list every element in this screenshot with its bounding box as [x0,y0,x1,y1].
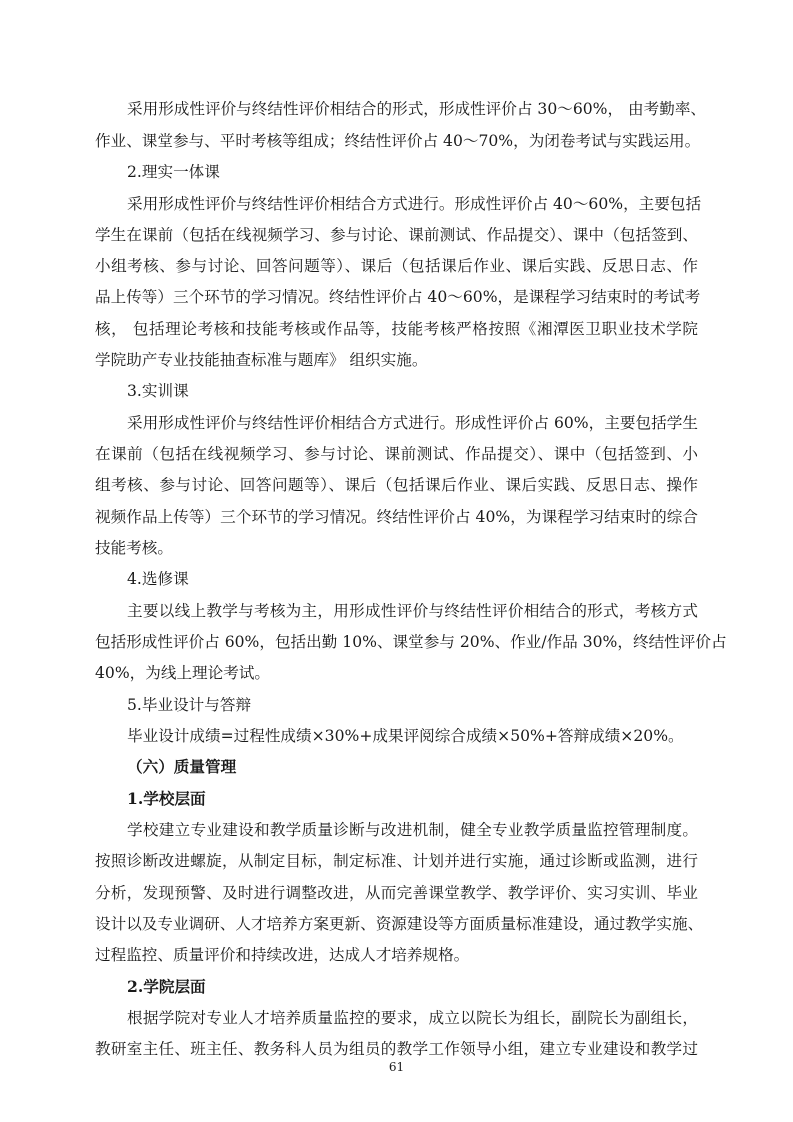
paragraph-line: 毕业设计成绩=过程性成绩×30%+成果评阅综合成绩×50%+答辩成绩×20%。 [127,727,684,745]
paragraph-line: 教研室主任、班主任、教务科人员为组员的教学工作领导小组，建立专业建设和教学过 [95,1040,698,1058]
paragraph-line: 过程监控、质量评价和持续改进，达成人才培养规格。 [95,946,470,964]
section-heading-elective: 4.选修课 [127,570,189,588]
section-heading-school-level: 1.学校层面 [127,789,206,808]
section-heading-quality-management: （六）质量管理 [127,757,237,776]
paragraph-line: 采用形成性评价与终结性评价相结合方式进行。形成性评价占 60%，主要包括学生 [127,414,698,432]
section-heading-graduation: 5.毕业设计与答辩 [127,696,252,714]
paragraph-line: 学院助产专业技能抽查标准与题库》 组织实施。 [95,351,428,369]
page-number: 61 [388,1060,405,1074]
paragraph-line: 组考核、参与讨论、回答问题等）、课后（包括课后作业、课后实践、反思日志、操作 [95,476,698,494]
section-heading-theory-practice: 2.理实一体课 [127,163,220,181]
paragraph-line: 40%，为线上理论考试。 [95,664,271,682]
paragraph-line: 主要以线上教学与考核为主，用形成性评价与终结性评价相结合的形式，考核方式 [127,602,698,620]
paragraph-line: 作业、课堂参与、平时考核等组成；终结性评价占 40～70%，为闭卷考试与实践运用。 [95,132,701,150]
paragraph-line: 包括形成性评价占 60%，包括出勤 10%、课堂参与 20%、作业/作品 30%，终结性评价占 [95,633,727,651]
paragraph-line: 根据学院对专业人才培养质量监控的要求，成立以院长为组长，副院长为副组长， [127,1009,698,1027]
paragraph-line: 采用形成性评价与终结性评价相结合的形式，形成性评价占 30～60%， 由考勤率、 [127,100,707,118]
paragraph-line: 核， 包括理论考核和技能考核或作品等，技能考核严格按照《湘潭医卫职业技术学院 [95,320,698,338]
paragraph-line: 分析，发现预警、及时进行调整改进，从而完善课堂教学、教学评价、实习实训、毕业 [95,884,698,902]
paragraph-line: 小组考核、参与讨论、回答问题等）、课后（包括课后作业、课后实践、反思日志、作 [95,257,698,275]
paragraph-line: 采用形成性评价与终结性评价相结合方式进行。形成性评价占 40～60%，主要包括 [127,195,702,213]
paragraph-line: 视频作品上传等）三个环节的学习情况。终结性评价占 40%，为课程学习结束时的综合 [95,508,698,526]
paragraph-line: 技能考核。 [95,539,173,557]
paragraph-line: 学校建立专业建设和教学质量诊断与改进机制，健全专业教学质量监控管理制度。 [127,821,698,839]
paragraph-line: 设计以及专业调研、人才培养方案更新、资源建设等方面质量标准建设，通过教学实施、 [95,915,704,933]
paragraph-line: 在课前（包括在线视频学习、参与讨论、课前测试、作品提交）、课中（包括签到、小 [95,445,698,463]
paragraph-line: 学生在课前（包括在线视频学习、参与讨论、课前测试、作品提交）、课中（包括签到、 [95,226,698,244]
section-heading-college-level: 2.学院层面 [127,977,206,996]
section-heading-training: 3.实训课 [127,382,189,400]
paragraph-line: 品上传等）三个环节的学习情况。终结性评价占 40～60%，是课程学习结束时的考试考 [95,288,701,306]
paragraph-line: 按照诊断改进螺旋，从制定目标，制定标准、计划并进行实施，通过诊断或监测，进行 [95,852,698,870]
